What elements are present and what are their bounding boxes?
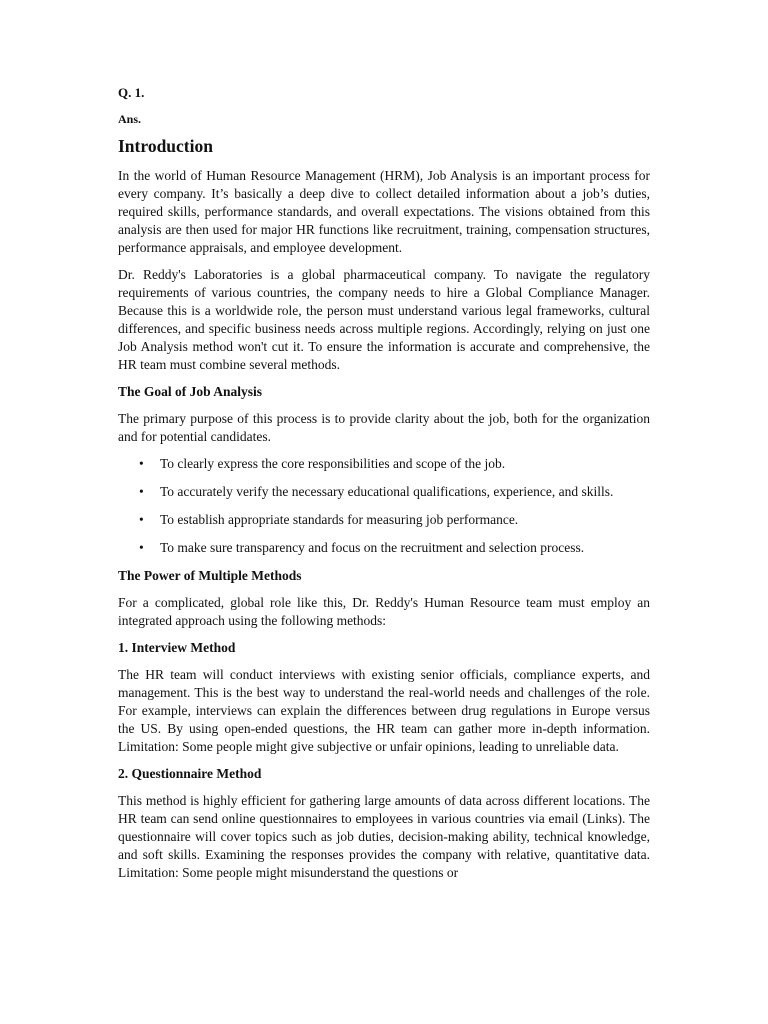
list-item (118, 511, 650, 529)
list-item-text: To clearly express the core responsibilities and scope of the job. (160, 456, 506, 471)
list-item (118, 539, 650, 557)
list-item-text: To accurately verify the necessary educational qualifications, experience, and skills. (160, 484, 614, 499)
bullet-icon: • (139, 484, 144, 499)
list-item (118, 483, 650, 501)
list-item (118, 455, 650, 473)
list-item-text: To establish appropriate standards for measuring job performance. (160, 512, 519, 527)
bullet-icon: • (139, 512, 144, 527)
introduction-heading: Introduction (118, 136, 213, 156)
document-page (118, 84, 650, 891)
bullet-icon: • (139, 456, 144, 471)
interview-method-heading: 1. Interview Method (118, 640, 236, 655)
interview-method-paragraph: The HR team will conduct interviews with existing senior officials, compliance experts, and management. This is the best way to understand the real-world needs and challenges of the role. For example, interviews can explain the differences between drug regulations in Europe versus the US. By using open-ended questions, the HR team can gather more in-depth information. Limitation: Some people might give subjective or unfair opinions, leading to unreliable data. (118, 667, 650, 754)
introduction-paragraph-1: In the world of Human Resource Management (HRM), Job Analysis is an important process for every company. It’s basically a deep dive to collect detailed information about a job’s duties, required skills, performance standards, and overall expectations. The visions obtained from this analysis are then used for major HR functions like recruitment, training, compensation structures, performance appraisals, and employee development. (118, 168, 650, 255)
methods-heading: The Power of Multiple Methods (118, 568, 302, 583)
answer-label: Ans. (118, 112, 142, 126)
methods-intro: For a complicated, global role like this, Dr. Reddy's Human Resource team must employ an integrated approach using the following methods: (118, 595, 650, 628)
questionnaire-method-heading: 2. Questionnaire Method (118, 766, 262, 781)
list-item-text: To make sure transparency and focus on the recruitment and selection process. (160, 540, 585, 555)
goal-bullet-list (118, 455, 650, 557)
introduction-paragraph-2: Dr. Reddy's Laboratories is a global pharmaceutical company. To navigate the regulatory requirements of various countries, the company needs to hire a Global Compliance Manager. Because this is a worldwide role, the person must understand various legal frameworks, cultural differences, and specific business needs across multiple regions. Accordingly, relying on just one Job Analysis method won't cut it. To ensure the information is accurate and comprehensive, the HR team must combine several methods. (118, 267, 650, 372)
bullet-icon: • (139, 540, 144, 555)
question-label: Q. 1. (118, 85, 145, 100)
questionnaire-method-paragraph: This method is highly efficient for gathering large amounts of data across different locations. The HR team can send online questionnaires to employees in various countries via email (Links). The questionnaire will cover topics such as job duties, decision-making ability, technical knowledge, and soft skills. Examining the responses provides the company with relative, quantitative data. Limitation: Some people might misunderstand the questions or (118, 793, 650, 880)
goal-heading: The Goal of Job Analysis (118, 384, 263, 399)
goal-intro: The primary purpose of this process is to provide clarity about the job, both for the organization and for potential candidates. (118, 411, 650, 444)
